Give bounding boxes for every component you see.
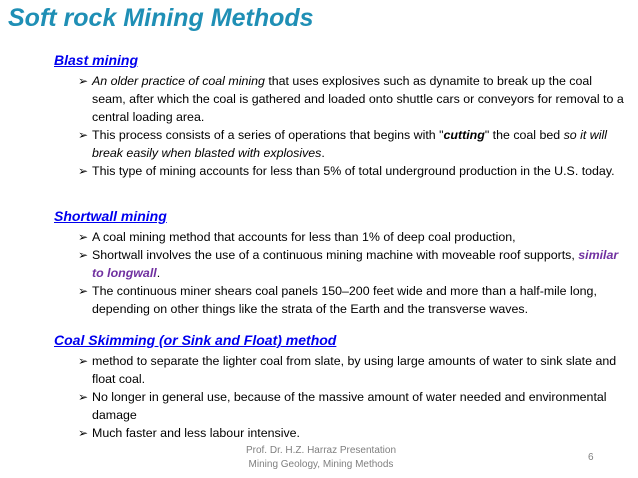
bullet-text: No longer in general use, because of the massive amount of water needed and environmental damage	[92, 390, 607, 422]
bullet-item	[78, 352, 626, 388]
bullet-text: A coal mining method that accounts for less than 1% of deep coal production,	[92, 230, 516, 244]
bullet-text: so it will break easily when blasted with explosives	[92, 128, 607, 160]
arrow-bullet-icon: ➢	[78, 426, 89, 440]
section-heading: Blast mining	[54, 52, 139, 68]
bullet-text: Shortwall involves the use of a continuous mining machine with moveable roof supports,	[92, 248, 579, 262]
bullet-item	[78, 228, 626, 246]
bullet-list	[78, 352, 626, 442]
arrow-bullet-icon: ➢	[78, 390, 89, 404]
bullet-text: that uses explosives such as dynamite to break up the coal seam, after which the coal is gathered and loaded onto shuttle cars or conveyors for removal to a central loading area.	[92, 74, 624, 124]
arrow-bullet-icon: ➢	[78, 164, 89, 178]
arrow-bullet-icon: ➢	[78, 248, 89, 262]
section-heading: Shortwall mining	[54, 208, 167, 224]
bullet-item	[78, 282, 626, 318]
footer-line-2: Mining Geology, Mining Methods	[248, 459, 394, 470]
bullet-text: This process consists of a series of operations that begins with "	[92, 128, 444, 142]
bullet-text: The continuous miner shears coal panels 150–200 feet wide and more than a half-mile long, depending on other things like the strata of the Earth and the transverse waves.	[92, 284, 597, 316]
bullet-item	[78, 246, 626, 282]
page-number: 6	[588, 452, 594, 463]
slide-title: Soft rock Mining Methods	[8, 4, 314, 32]
arrow-bullet-icon: ➢	[78, 230, 89, 244]
bullet-text: method to separate the lighter coal from slate, by using large amounts of water to sink slate and float coal.	[92, 354, 617, 386]
footer-text	[236, 444, 406, 472]
footer-line-1: Prof. Dr. H.Z. Harraz Presentation	[245, 445, 397, 456]
bullet-list	[78, 72, 626, 180]
arrow-bullet-icon: ➢	[78, 284, 89, 298]
bullet-item	[78, 126, 626, 162]
bullet-text: " the coal bed	[484, 128, 564, 142]
bullet-text: similar to longwall	[92, 248, 619, 280]
bullet-item	[78, 72, 626, 126]
arrow-bullet-icon: ➢	[78, 128, 89, 142]
section-heading: Coal Skimming (or Sink and Float) method	[54, 332, 337, 348]
bullet-list	[78, 228, 626, 318]
bullet-text: Much faster and less labour intensive.	[92, 426, 300, 440]
bullet-text: cutting	[443, 128, 485, 142]
bullet-item	[78, 424, 626, 442]
bullet-text: .	[156, 266, 161, 280]
bullet-text: .	[321, 146, 325, 160]
bullet-text: This type of mining accounts for less than 5% of total underground production in the U.S. today.	[92, 164, 615, 178]
bullet-text: An older practice of coal mining	[92, 74, 265, 88]
bullet-item	[78, 388, 626, 424]
bullet-item	[78, 162, 626, 180]
arrow-bullet-icon: ➢	[78, 74, 89, 88]
arrow-bullet-icon: ➢	[78, 354, 89, 368]
